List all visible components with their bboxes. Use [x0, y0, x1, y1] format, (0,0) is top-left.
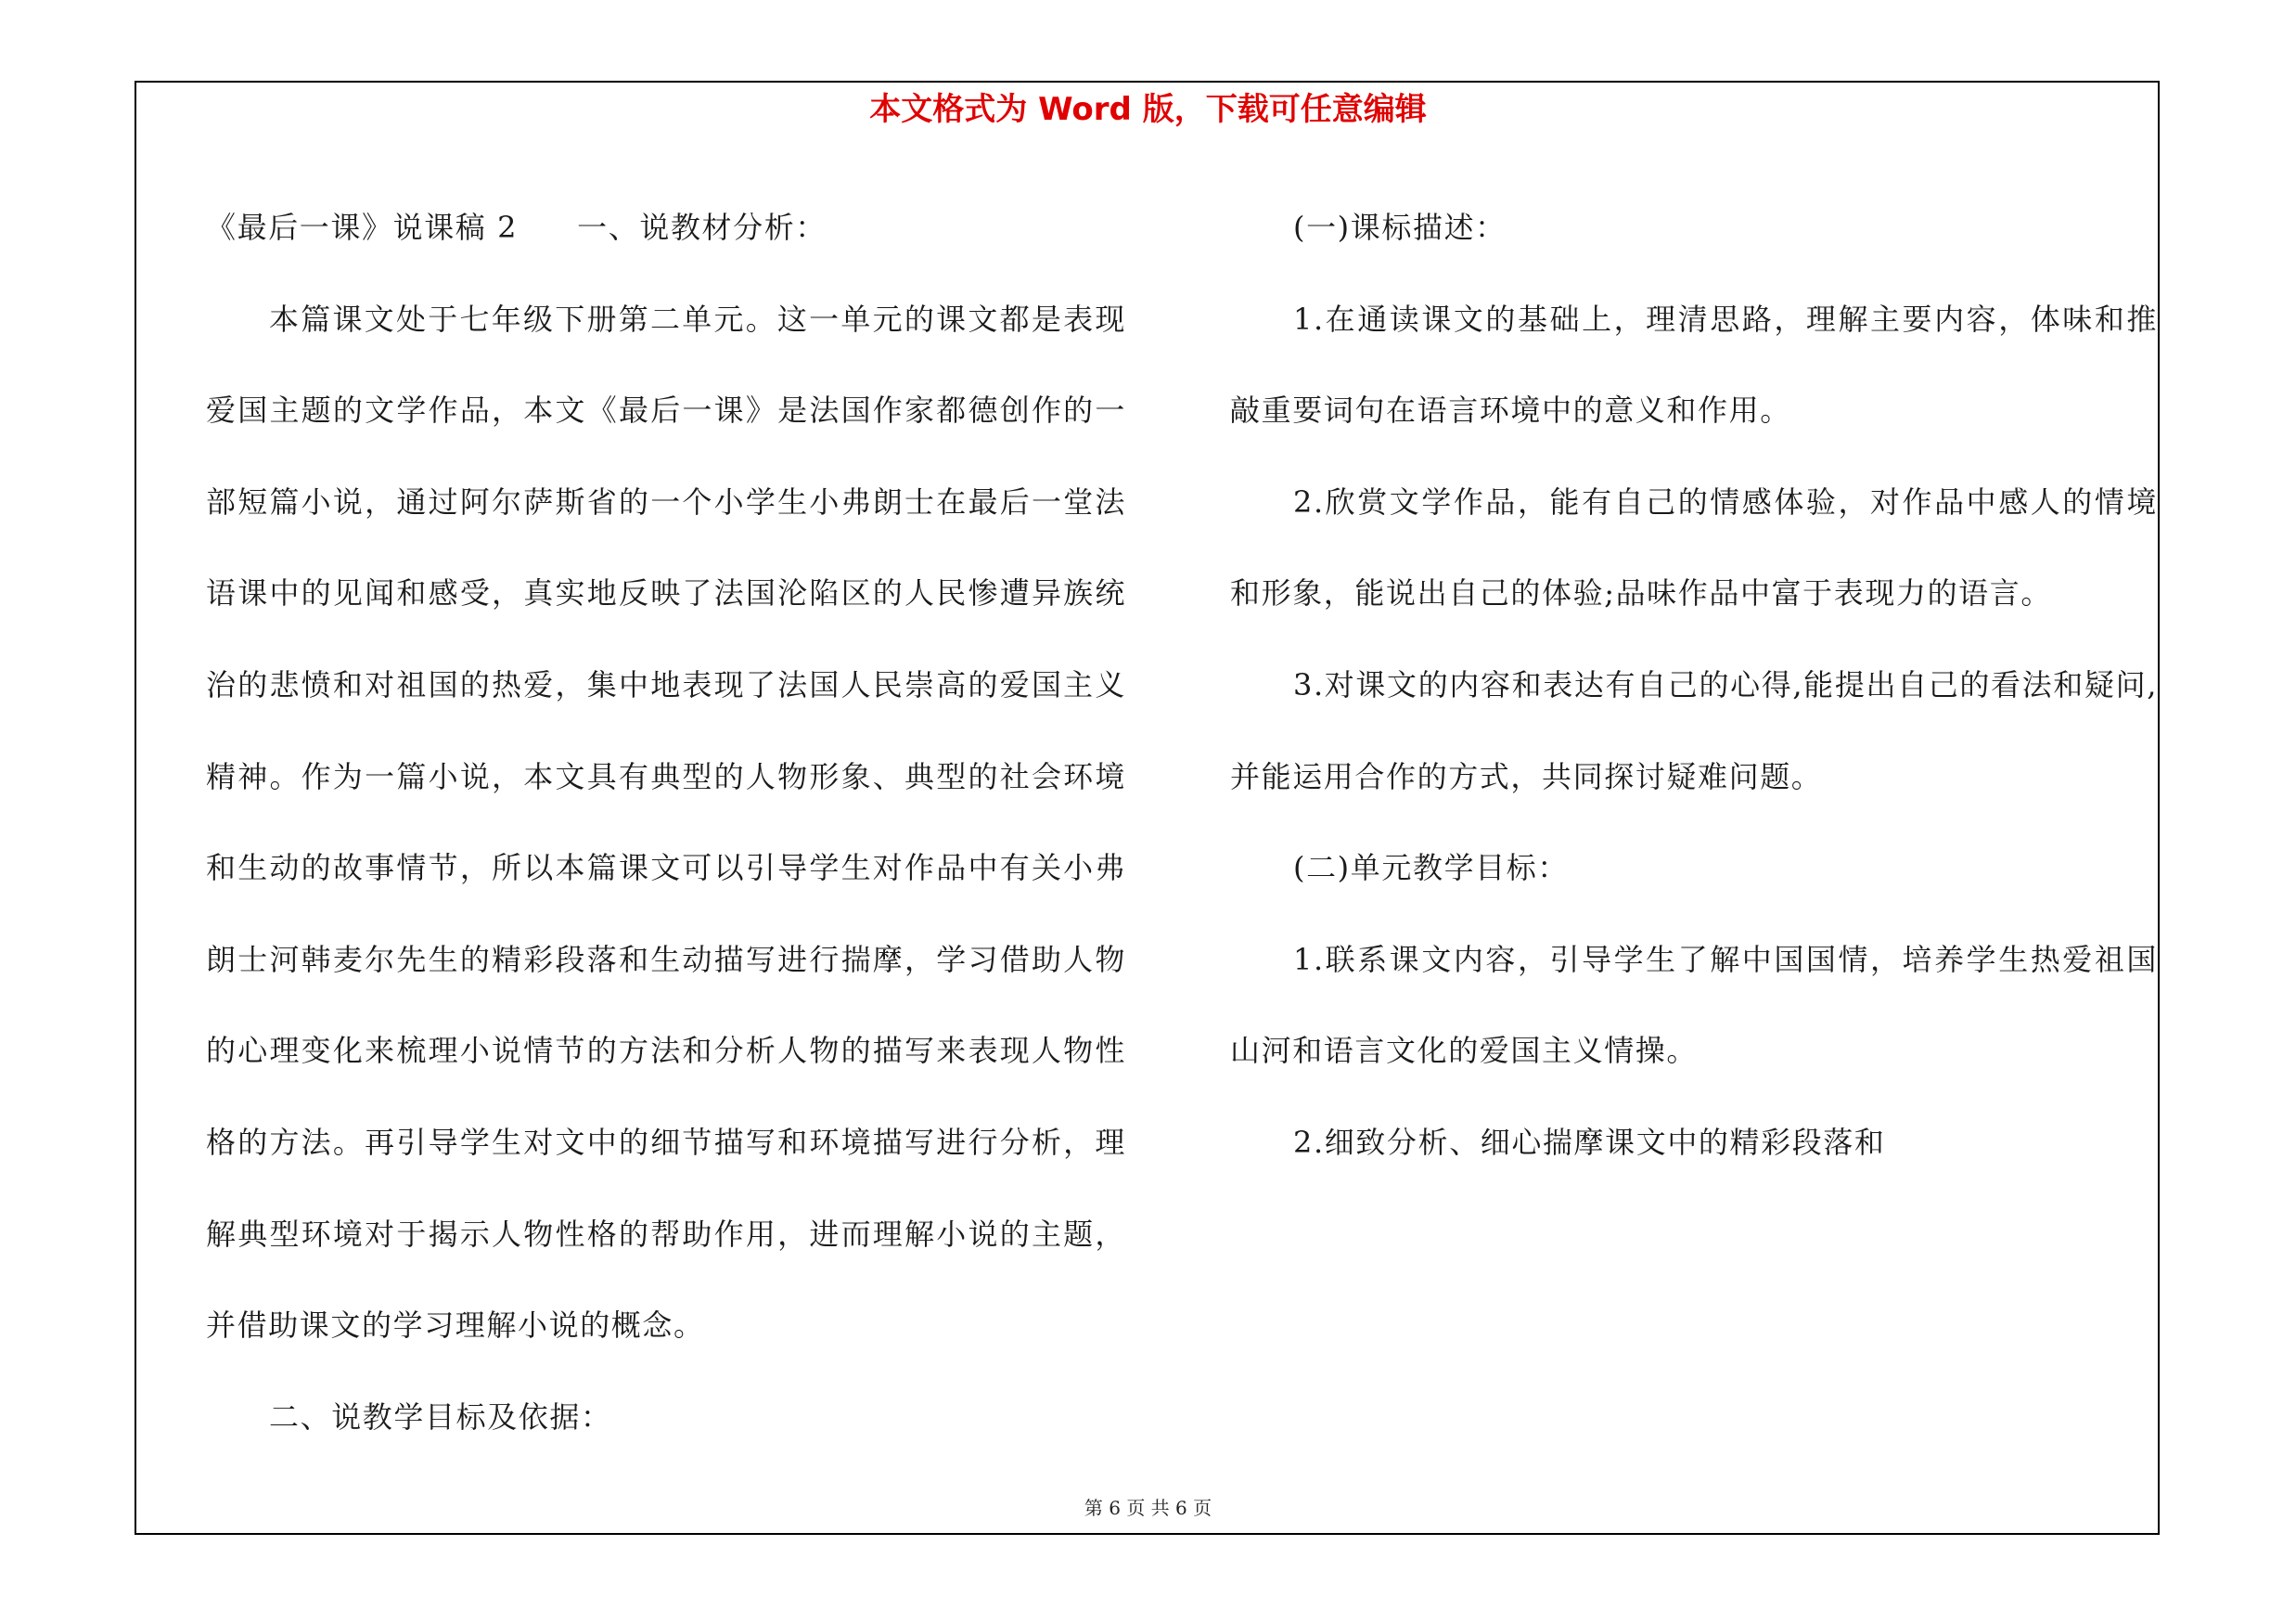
section-heading-textbook-analysis: 一、说教材分析：	[577, 210, 827, 245]
page-number-footer: 第 6 页 共 6 页	[1084, 1497, 1212, 1519]
list-item-3: 3.对课文的内容和表达有自己的心得,能提出自己的看法和疑问,并能运用合作的方式，共同探讨疑难问题。	[1230, 666, 2158, 794]
goal-item-1: 1.联系课文内容，引导学生了解中国国情，培养学生热爱祖国山河和语言文化的爱国主义情操。	[1230, 941, 2158, 1069]
list-item-2: 2.欣赏文学作品，能有自己的情感体验，对作品中感人的情境和形象，能说出自己的体验;品味作品中富于表现力的语言。	[1230, 483, 2158, 612]
subheading-unit-goals: (二)单元教学目标：	[1293, 850, 1569, 886]
left-column	[206, 182, 1126, 1462]
paragraph-textbook-analysis: 本篇课文处于七年级下册第二单元。这一单元的课文都是表现爱国主题的文学作品，本文《最后一课》是法国作家都德创作的一部短篇小说，通过阿尔萨斯省的一个小学生小弗朗士在最后一堂法语课中的见闻和感受，真实地反映了法国沦陷区的人民惨遭异族统治的悲愤和对祖国的热爱，集中地表现了法国人民崇高的爱国主义精神。作为一篇小说，本文具有典型的人物形象、典型的社会环境和生动的故事情节，所以本篇课文可以引导学生对作品中有关小弗朗士河韩麦尔先生的精彩段落和生动描写进行揣摩，学习借助人物的心理变化来梳理小说情节的方法和分析人物的描写来表现人物性格的方法。再引导学生对文中的细节描写和环境描写进行分析，理解典型环境对于揭示人物性格的帮助作用，进而理解小说的主题，并借助课文的学习理解小说的概念。	[206, 301, 1126, 1344]
title-line	[206, 182, 1126, 274]
right-column	[1230, 182, 2158, 1189]
goal-item-2: 2.细致分析、细心揣摩课文中的精彩段落和	[1293, 1124, 1886, 1160]
list-item-1: 1.在通读课文的基础上，理清思路，理解主要内容，体味和推敲重要词句在语言环境中的意义和作用。	[1230, 301, 2158, 429]
document-title: 《最后一课》说课稿 2	[206, 210, 519, 245]
format-notice-banner: 本文格式为 Word 版，下载可任意编辑	[869, 91, 1427, 128]
subheading-curriculum-description: (一)课标描述：	[1293, 210, 1507, 245]
section-heading-teaching-goals: 二、说教学目标及依据：	[269, 1398, 612, 1435]
